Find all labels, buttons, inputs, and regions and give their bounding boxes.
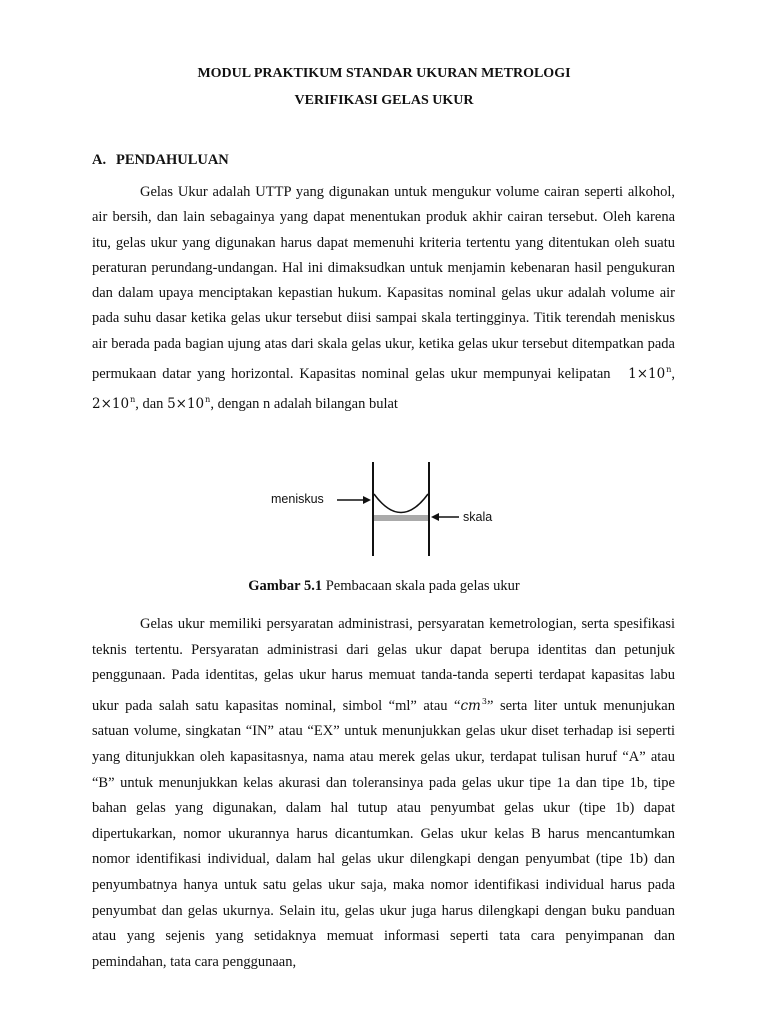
section-number: A. [92, 152, 107, 168]
meniscus-figure [265, 460, 505, 560]
paragraph-intro [92, 180, 675, 418]
figure-number: Gambar 5.1 [248, 578, 323, 594]
meniscus-arrow-head [363, 496, 371, 504]
paragraph-intro-text: Gelas Ukur adalah UTTP yang digunakan untuk mengukur volume cairan seperti alkohol, air bersih, dan lain sebagainya yang dapat menentukan produk akhir cairan tersebut. Oleh karena itu, gelas ukur yang digunakan harus dapat memenuhi kriteria tertentu yang ditentukan oleh suatu peraturan perundang-undangan. Hal ini dimaksudkan untuk menjamin kebenaran hasil pengukuran dan dalam upaya menciptakan kepastian hukum. Kapasitas nominal gelas ukur adalah volume air pada suhu dasar ketika gelas ukur tersebut diisi sampai skala tertingginya. Titik terendah meniskus air berada pada bagian ujung atas dari skala gelas ukur, ketika gelas ukur tersebut ditempatkan pada permukaan datar yang horizontal. Kapasitas nominal gelas ukur mempunyai kelipatan [92, 184, 675, 383]
unit-base: cm [460, 697, 481, 714]
meniscus-curve [374, 494, 428, 513]
section-title: PENDAHULUAN [116, 152, 229, 168]
separator-1: , [671, 366, 676, 383]
cubic-centimeter-unit [461, 698, 487, 714]
multiple-3-formula [167, 396, 210, 412]
multiple-2-base: 2×10 [92, 396, 130, 413]
scale-line [374, 515, 428, 521]
document-title: MODUL PRAKTIKUM STANDAR UKURAN METROLOGI [197, 66, 571, 81]
multiple-2-formula [92, 396, 135, 412]
figure-caption-text: Pembacaan skala pada gelas ukur [325, 578, 520, 594]
separator-2: , dan [135, 396, 164, 413]
unit-exponent: 3 [481, 696, 487, 706]
meniscus-label: meniskus [271, 492, 324, 506]
paragraph-intro-ending: , dengan n adalah bilangan bulat [210, 396, 398, 413]
multiple-1-formula [628, 366, 671, 382]
scale-arrow-head [431, 513, 439, 521]
multiple-3-exponent: n [205, 395, 211, 405]
multiple-3-base: 5×10 [167, 396, 205, 413]
multiple-1-base: 1×10 [628, 366, 666, 383]
paragraph-requirements-text: Gelas ukur memiliki persyaratan administrasi, persyaratan kemetrologian, serta spesifikasi teknis tertentu. Persyaratan administrasi dari gelas ukur dapat berupa identitas dan petunjuk penggunaan. Pada identitas, gelas ukur harus memuat tanda-tanda seperti terdapat kapasitas labu ukur pada salah satu kapasitas nominal, simbol “ml” atau “ [92, 616, 675, 714]
scale-label: skala [463, 510, 493, 524]
figure-caption [0, 578, 768, 595]
paragraph-requirements [92, 612, 675, 975]
multiple-2-exponent: n [130, 395, 136, 405]
document-subtitle: VERIFIKASI GELAS UKUR [294, 93, 474, 108]
section-heading [92, 152, 229, 169]
paragraph-requirements-continuation: ” serta liter untuk menunjukan satuan volume, singkatan “IN” atau “EX” untuk menunjukkan gelas ukur diset terhadap isi seperti yang ditunjukkan oleh kapasitasnya, nama atau merek gelas ukur, terdapat tulisan huruf “A” atau “B” untuk menunjukkan kelas akurasi dan toleransinya pada gelas ukur tipe 1a dan tipe 1b, tipe bahan gelas yang digunakan, dalam hal tutup atau penyumbat gelas ukur (tipe 1b) dapat dipertukarkan, nomor ukurannya harus dicantumkan. Gelas ukur kelas B harus mencantumkan nomor identifikasi individual, dalam hal gelas ukur dilengkapi dengan penyumbat (tipe 1b) dan penyumbatnya hanya untuk satu gelas ukur saja, maka nomor identifikasi individual harus pada penyumbat dan gelas ukurnya. Selain itu, gelas ukur juga harus dilengkapi dengan buku panduan atau yang sejenis yang setidaknya memuat informasi seperti tata cara penyimpanan dan pemindahan, tata cara penggunaan, [92, 697, 675, 970]
multiple-1-exponent: n [666, 365, 672, 375]
